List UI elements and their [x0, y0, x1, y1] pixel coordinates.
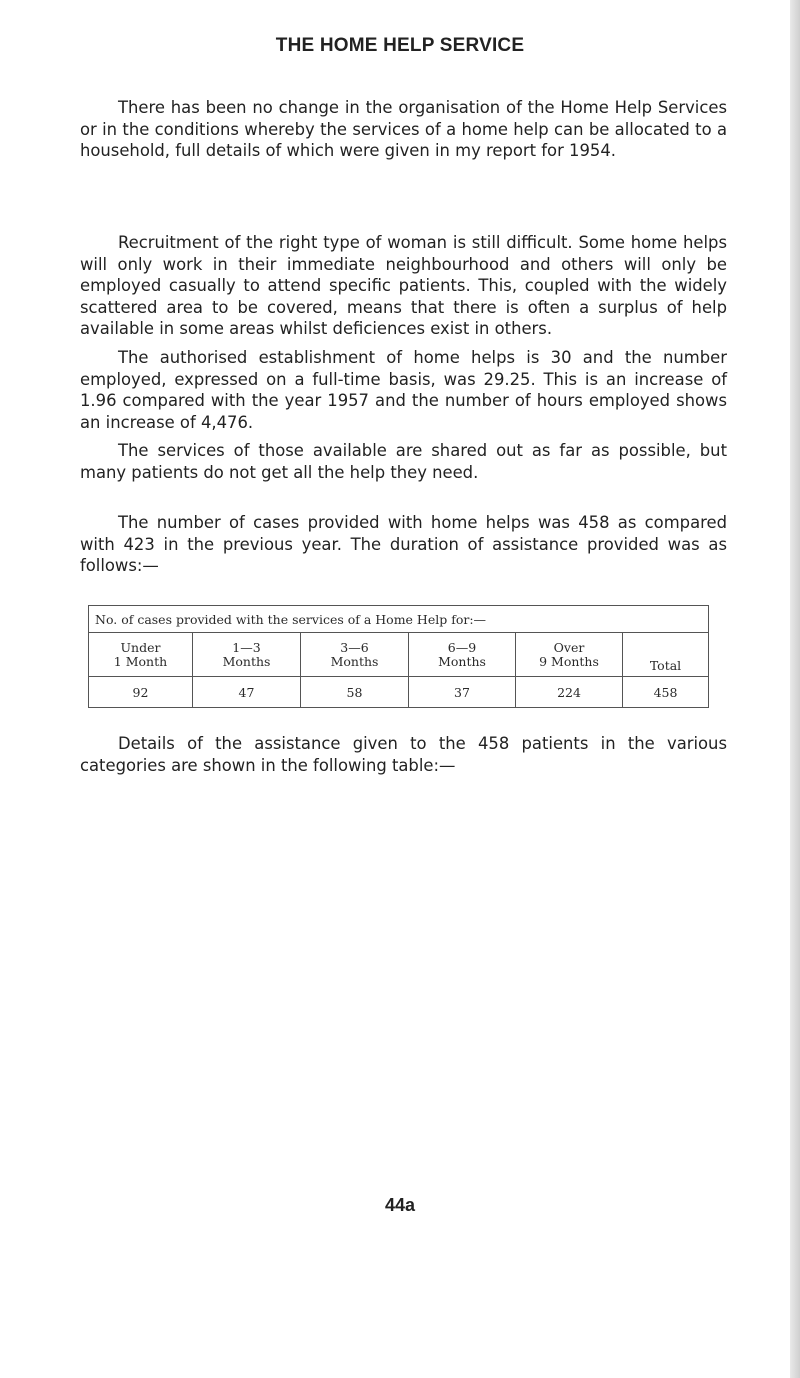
table-cell-over-9-months: 224 — [516, 677, 623, 708]
column-header-total — [623, 633, 709, 677]
column-header-line: 1 Month — [113, 653, 168, 669]
cases-duration-table — [88, 605, 709, 708]
column-header-over-9-months — [516, 633, 623, 677]
table-cell-1-3-months: 47 — [193, 677, 301, 708]
page-edge-shadow — [790, 0, 800, 1378]
column-header-line: 6—9 — [447, 639, 477, 655]
paragraph-establishment: The authorised establishment of home helps is 30 and the number employed, expressed on a full-time basis, was 29.25. This is an increase of 1.96 compared with the year 1957 and the number of hours employed shows an increase of 4,476. — [80, 348, 727, 432]
paragraph-organisation: There has been no change in the organisation of the Home Help Services or in the conditions whereby the services of a home help can be allocated to a household, full details of which were given in my report for 1954. — [80, 98, 727, 161]
column-header-line: 3—6 — [340, 639, 369, 655]
paragraph-recruitment: Recruitment of the right type of woman is still difficult. Some home helps will only work in their immediate neighbourhood and others will only be employed casually to attend specific patients. This, coupled with the widely scattered area to be covered, means that there is often a surplus of help available in some areas whilst deficiences exist in others. — [80, 233, 727, 339]
table-cell-3-6-months: 58 — [301, 677, 409, 708]
table-cell-under-1-month: 92 — [89, 677, 193, 708]
table-header-row — [89, 633, 709, 677]
column-header-line: Under — [120, 639, 161, 655]
column-header-6-9-months — [409, 633, 516, 677]
table-cell-total: 458 — [623, 677, 709, 708]
page-title: THE HOME HELP SERVICE — [275, 35, 525, 56]
column-header-1-3-months — [193, 633, 301, 677]
paragraph-details-intro: Details of the assistance given to the 458 patients in the various categories are shown in the following table:— — [80, 734, 727, 775]
table-caption: No. of cases provided with the services of a Home Help for:— — [89, 606, 709, 633]
column-header-3-6-months — [301, 633, 409, 677]
column-header-line: 9 Months — [539, 653, 599, 669]
column-header-line: Over — [553, 639, 585, 655]
column-header-line: 1—3 — [232, 639, 261, 655]
paragraph-services-shared: The services of those available are shared out as far as possible, but many patients do not get all the help they need. — [80, 441, 727, 482]
column-header-line: Months — [438, 653, 486, 669]
table-values-row — [89, 677, 709, 708]
column-header-line: Total — [649, 658, 682, 673]
page-number: 44a — [384, 1195, 416, 1215]
paragraph-number-of-cases: The number of cases provided with home helps was 458 as compared with 423 in the previous year. The duration of assistance provided was as follows:— — [80, 513, 727, 576]
column-header-under-1-month — [89, 633, 193, 677]
table-cell-6-9-months: 37 — [409, 677, 516, 708]
column-header-line: Months — [222, 653, 271, 669]
table-caption-row — [89, 606, 709, 633]
column-header-line: Months — [330, 653, 379, 669]
